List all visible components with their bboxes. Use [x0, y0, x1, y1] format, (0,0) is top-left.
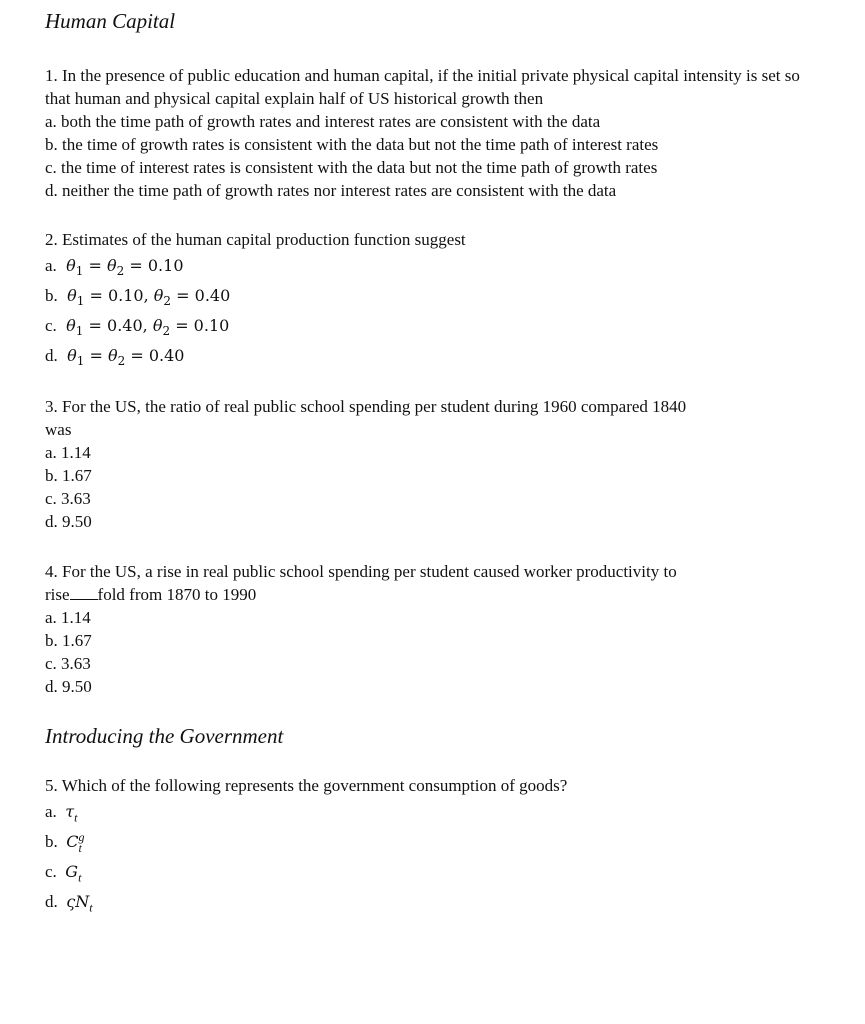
subscript: t	[78, 841, 82, 856]
question-4	[45, 560, 805, 698]
subscript: t	[74, 810, 78, 825]
question-5-option-d	[45, 887, 805, 917]
g-symbol: G	[65, 862, 79, 881]
option-letter: c.	[45, 862, 57, 881]
answer-blank	[70, 585, 98, 600]
question-3	[45, 395, 805, 533]
question-2-option-d: d. $\theta_1 = \theta_2 = 0.40$	[45, 346, 185, 369]
option-letter: b.	[45, 286, 58, 305]
subscript: t	[78, 870, 82, 885]
question-3-stem-line-2: was	[45, 420, 72, 439]
tau-symbol: τ	[65, 802, 75, 821]
option-letter: a.	[45, 256, 57, 275]
question-2-stem: 2. Estimates of the human capital production function suggest	[45, 230, 466, 249]
question-2	[45, 228, 805, 371]
question-5-stem: 5. Which of the following represents the government consumption of goods?	[45, 776, 568, 795]
varsigma-n-symbol: ςN	[66, 892, 90, 911]
option-value: = 0.10	[129, 256, 184, 275]
c-symbol: C	[66, 832, 79, 851]
option-letter: c.	[45, 316, 57, 335]
question-5	[45, 774, 805, 917]
option-letter: a.	[45, 802, 57, 821]
question-1	[45, 64, 805, 202]
question-4-option-d: d. 9.50	[45, 677, 92, 696]
section-title-human-capital: Human Capital	[45, 9, 176, 33]
option-letter: d.	[45, 892, 58, 911]
question-5-option-c	[45, 857, 805, 887]
question-4-stem-post: fold from 1870 to 1990	[97, 585, 257, 604]
question-2-option-b: b. $\theta_1 = 0.10$, $\theta_2 = 0.40$	[45, 286, 231, 309]
question-3-option-c: c. 3.63	[45, 489, 91, 508]
question-5-option-a	[45, 797, 805, 827]
question-2-option-a: a. $\theta_1 = \theta_2 = 0.10$	[45, 256, 184, 279]
option-value-2: = 0.40	[176, 286, 231, 305]
subscript: t	[89, 900, 93, 915]
question-4-option-a: a. 1.14	[45, 608, 91, 627]
option-value: = 0.40	[130, 346, 185, 365]
question-1-option-a: a. both the time path of growth rates and interest rates are consistent with the data	[45, 112, 601, 131]
option-value-2: = 0.10	[175, 316, 230, 335]
question-1-option-d: d. neither the time path of growth rates nor interest rates are consistent with the data	[45, 181, 617, 200]
question-4-stem-pre: rise	[45, 585, 70, 604]
question-4-stem-line-2	[45, 583, 805, 606]
option-letter: b.	[45, 832, 58, 851]
option-value-1: = 0.40,	[88, 316, 148, 335]
question-3-option-d: d. 9.50	[45, 512, 92, 531]
question-2-option-c: c. $\theta_1 = 0.40$, $\theta_2 = 0.10$	[45, 316, 230, 339]
question-4-option-c: c. 3.63	[45, 654, 91, 673]
question-1-stem: 1. In the presence of public education and human capital, if the initial private physical capital intensity is set so that human and physical capital explain half of US historical growth then	[45, 66, 800, 108]
question-3-stem-line-1: 3. For the US, the ratio of real public school spending per student during 1960 compared 1840	[45, 397, 687, 416]
option-letter: d.	[45, 346, 58, 365]
question-3-option-b: b. 1.67	[45, 466, 92, 485]
question-3-option-a: a. 1.14	[45, 443, 91, 462]
option-value-1: = 0.10,	[89, 286, 149, 305]
question-5-option-b	[45, 827, 805, 857]
question-1-option-c: c. the time of interest rates is consistent with the data but not the time path of growth rates	[45, 158, 658, 177]
question-4-stem-line-1: 4. For the US, a rise in real public school spending per student caused worker productivity to	[45, 562, 677, 581]
section-title-government: Introducing the Government	[45, 724, 284, 748]
superscript: g	[78, 830, 85, 845]
question-1-option-b: b. the time of growth rates is consistent with the data but not the time path of interest rates	[45, 135, 659, 154]
question-4-option-b: b. 1.67	[45, 631, 92, 650]
